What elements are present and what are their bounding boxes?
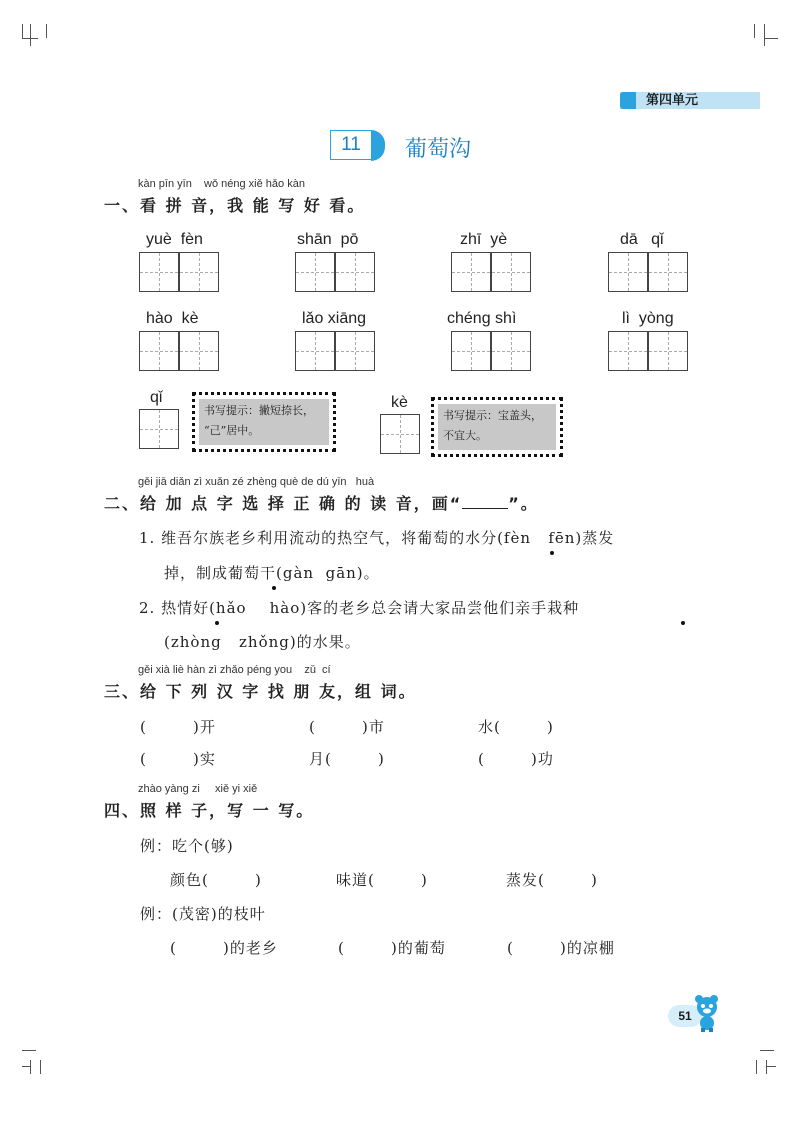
- unit-tab: [620, 92, 760, 109]
- crop-mark: [756, 1060, 757, 1074]
- char-pinyin: kè: [391, 394, 408, 411]
- section3-pinyin: gěi xià liè hàn zì zhǎo péng you zǔ cí: [138, 664, 331, 676]
- word-pinyin: lǎo xiāng: [302, 310, 367, 327]
- section4-heading: 四、照 样 子，写 一 写。: [104, 801, 315, 820]
- phrase-blank[interactable]: 味道( ): [336, 871, 428, 889]
- lesson-number: 11: [330, 130, 372, 160]
- writing-grid[interactable]: [451, 252, 491, 292]
- crop-mark: [30, 24, 31, 46]
- writing-grid[interactable]: [648, 252, 688, 292]
- crop-mark: [22, 1066, 30, 1067]
- unit-label: 第四单元: [646, 93, 699, 108]
- example-1: 例：吃个(够): [140, 837, 234, 855]
- question-2-line1: 2. 热情好(hǎo hào)客的老乡总会请大家品尝他们亲手栽种: [139, 599, 580, 617]
- section1-pinyin: kàn pīn yīn wǒ néng xiě hǎo kàn: [138, 178, 305, 190]
- word-blank[interactable]: ( )开: [140, 718, 216, 736]
- phrase-blank[interactable]: ( )的葡萄: [338, 939, 446, 957]
- bear-mascot-icon: [692, 992, 722, 1032]
- question-2-line2: (zhòng zhǒng)的水果。: [164, 633, 361, 651]
- writing-grid[interactable]: [139, 409, 179, 449]
- crop-mark: [22, 38, 38, 39]
- word-blank[interactable]: ( )功: [478, 750, 554, 768]
- section2-heading-text: 二、给 加 点 字 选 择 正 确 的 读 音，画“: [104, 494, 463, 513]
- word-blank[interactable]: ( )市: [309, 718, 385, 736]
- writing-hint-box: [192, 392, 336, 452]
- crop-mark: [46, 24, 47, 38]
- section2-heading: [104, 491, 539, 514]
- word-blank[interactable]: ( )实: [140, 750, 216, 768]
- unit-tab-marker: [620, 92, 636, 109]
- char-pinyin: qǐ: [150, 389, 163, 406]
- writing-grid[interactable]: [608, 252, 648, 292]
- emphasis-dot: [550, 551, 554, 555]
- writing-grid[interactable]: [179, 331, 219, 371]
- writing-grid[interactable]: [179, 252, 219, 292]
- question-1-line2: 掉，制成葡萄干(gàn gān)。: [164, 564, 380, 582]
- phrase-blank[interactable]: ( )的老乡: [170, 939, 278, 957]
- phrase-blank[interactable]: 颜色( ): [170, 871, 262, 889]
- emphasis-dot: [215, 621, 219, 625]
- page-number: 51: [668, 1005, 702, 1027]
- writing-grid[interactable]: [491, 252, 531, 292]
- crop-mark: [766, 1060, 767, 1074]
- word-pinyin: lì yòng: [622, 310, 674, 327]
- phrase-blank[interactable]: ( )的凉棚: [507, 939, 615, 957]
- phrase-blank[interactable]: 蒸发( ): [506, 871, 598, 889]
- word-pinyin: zhī yè: [460, 231, 508, 248]
- crop-mark: [766, 1066, 776, 1067]
- crop-mark: [40, 1060, 41, 1074]
- word-blank[interactable]: 月( ): [309, 750, 385, 768]
- writing-grid[interactable]: [335, 331, 375, 371]
- section4-pinyin: zhào yàng zi xiě yi xiě: [138, 783, 258, 795]
- word-pinyin: yuè fèn: [146, 231, 203, 248]
- section1-heading: 一、看 拼 音，我 能 写 好 看。: [104, 196, 366, 215]
- emphasis-dot: [681, 621, 685, 625]
- writing-grid[interactable]: [139, 252, 179, 292]
- example-2: 例：(茂密)的枝叶: [140, 905, 266, 923]
- lesson-title: 葡萄沟: [405, 137, 472, 162]
- writing-grid[interactable]: [295, 331, 335, 371]
- crop-mark: [760, 1050, 774, 1051]
- writing-grid[interactable]: [139, 331, 179, 371]
- writing-grid[interactable]: [335, 252, 375, 292]
- writing-grid[interactable]: [491, 331, 531, 371]
- crop-mark: [754, 24, 755, 38]
- lesson-number-tab: [371, 130, 385, 161]
- crop-mark: [764, 38, 778, 39]
- word-pinyin: chéng shì: [447, 310, 517, 327]
- writing-hint: 书写提示：宝盖头， 不宜大。: [438, 404, 556, 450]
- writing-grid[interactable]: [451, 331, 491, 371]
- writing-grid[interactable]: [380, 414, 420, 454]
- word-pinyin: hào kè: [146, 310, 199, 327]
- section3-heading: 三、给 下 列 汉 字 找 朋 友，组 词。: [104, 682, 417, 701]
- crop-mark: [22, 1050, 36, 1051]
- word-blank[interactable]: 水( ): [478, 718, 554, 736]
- writing-grid[interactable]: [608, 331, 648, 371]
- writing-hint: 书写提示：撇短捺长， “己”居中。: [199, 399, 329, 445]
- crop-mark: [30, 1060, 31, 1074]
- writing-grid[interactable]: [648, 331, 688, 371]
- emphasis-dot: [272, 586, 276, 590]
- word-pinyin: dā qǐ: [620, 231, 664, 248]
- crop-mark: [22, 24, 23, 38]
- writing-grid[interactable]: [295, 252, 335, 292]
- underline-blank: [462, 508, 508, 509]
- writing-hint-box: [431, 397, 563, 457]
- section2-pinyin: gěi jiā diǎn zì xuǎn zé zhèng què de dú yīn huà: [138, 476, 375, 488]
- section2-heading-end: ”。: [508, 494, 539, 513]
- word-pinyin: shān pō: [297, 231, 359, 248]
- crop-mark: [764, 24, 765, 46]
- question-1-line1: 1. 维吾尔族老乡利用流动的热空气，将葡萄的水分(fèn fēn)蒸发: [139, 529, 615, 547]
